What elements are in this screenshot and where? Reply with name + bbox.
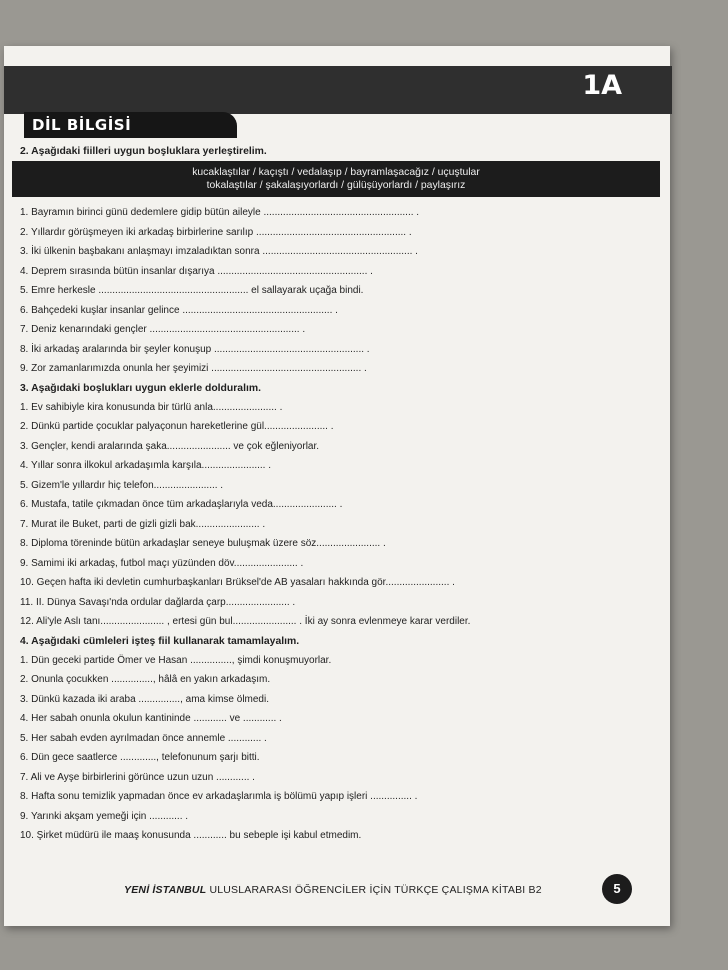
exercise-3-list <box>20 398 652 632</box>
ex3-item: 1. Ev sahibiyle kira konusunda bir türlü anla....................... . <box>20 401 283 413</box>
ex3-item: 4. Yıllar sonra ilkokul arkadaşımla karşıla....................... . <box>20 460 272 471</box>
workbook-page <box>4 46 670 926</box>
page-number: 5 <box>602 874 632 904</box>
ex4-item: 9. Yarınki akşam yemeği için ............ . <box>20 810 189 822</box>
ex4-item: 7. Ali ve Ayşe birbirlerini görünce uzun uzun ............ . <box>20 771 255 783</box>
word-bank-line-2: tokalaştılar / şakalaşıyorlardı / gülüşüyorlardı / paylaşırız <box>206 180 466 191</box>
ex3-item: 10. Geçen hafta iki devletin cumhurbaşkanları Brüksel'de AB yasaları hakkında gör....................... . <box>20 577 455 588</box>
footer <box>124 884 542 896</box>
exercise-3-instruction: 3. Aşağıdaki boşlukları uygun eklerle dolduralım. <box>20 382 261 394</box>
section-title: DİL BİLGİSİ <box>24 112 237 138</box>
exercise-2-instruction: 2. Aşağıdaki fiilleri uygun boşluklara yerleştirelim. <box>20 146 267 157</box>
ex2-item: 4. Deprem sırasında bütün insanlar dışarıya ...................................................... . <box>20 265 373 277</box>
ex2-item: 3. İki ülkenin başbakanı anlaşmayı imzaladıktan sonra ...................................................... . <box>20 246 418 257</box>
ex3-item: 3. Gençler, kendi aralarında şaka....................... ve çok eğleniyorlar. <box>20 440 320 452</box>
footer-brand: YENİ İSTANBUL <box>124 884 207 896</box>
word-bank-line-1: kucaklaştılar / kaçıştı / vedalaşıp / bayramlaşacağız / uçuştular <box>192 167 480 178</box>
ex4-item: 10. Şirket müdürü ile maaş konusunda ............ bu sebeple işi kabul etmedim. <box>20 830 362 841</box>
word-bank <box>12 161 660 197</box>
ex3-item: 11. II. Dünya Savaşı'nda ordular dağlarda çarp....................... . <box>20 596 296 608</box>
header-band <box>4 66 672 114</box>
ex4-item: 5. Her sabah evden ayrılmadan önce annemle ............ . <box>20 732 267 744</box>
ex4-item: 8. Hafta sonu temizlik yapmadan önce ev arkadaşlarımla iş bölümü yapıp işleri ............... . <box>20 791 418 802</box>
ex4-item: 3. Dünkü kazada iki araba ..............., ama kimse ölmedi. <box>20 693 269 705</box>
ex3-item: 12. Ali'yle Aslı tanı....................... , ertesi gün bul....................... . İki ay sonra evlenmeye karar verdiler. <box>20 616 471 627</box>
ex3-item: 2. Dünkü partide çocuklar palyaçonun hareketlerine gül....................... . <box>20 421 334 432</box>
exercise-2-list <box>20 203 652 379</box>
ex3-item: 5. Gizem'le yıllardır hiç telefon....................... . <box>20 479 224 491</box>
ex3-item: 7. Murat ile Buket, parti de gizli gizli bak....................... . <box>20 518 266 530</box>
ex2-item: 7. Deniz kenarındaki gençler ...................................................... . <box>20 324 306 335</box>
ex4-item: 4. Her sabah onunla okulun kantininde ............ ve ............ . <box>20 713 282 724</box>
ex2-item: 5. Emre herkesle ...................................................... el sallayarak uçağa bindi. <box>20 285 364 296</box>
exercise-content <box>20 142 652 846</box>
ex2-item: 2. Yıllardır görüşmeyen iki arkadaş birbirlerine sarılıp ...................................................... . <box>20 226 412 238</box>
ex4-item: 2. Onunla çocukken ..............., hâlâ en yakın arkadaşım. <box>20 674 271 685</box>
ex2-item: 1. Bayramın birinci günü dedemlere gidip bütün aileyle ...................................................... . <box>20 207 420 218</box>
ex3-item: 8. Diploma töreninde bütün arkadaşlar seneye buluşmak üzere söz....................... . <box>20 538 386 549</box>
ex3-item: 9. Samimi iki arkadaş, futbol maçı yüzünden döv....................... . <box>20 557 304 569</box>
ex2-item: 9. Zor zamanlarımızda onunla her şeyimizi ...................................................... . <box>20 363 367 374</box>
ex4-item: 1. Dün geceki partide Ömer ve Hasan ..............., şimdi konuşmuyorlar. <box>20 654 332 666</box>
exercise-4-list <box>20 651 652 846</box>
ex4-item: 6. Dün gece saatlerce ............., telefonunum şarjı bitti. <box>20 752 260 763</box>
ex3-item: 6. Mustafa, tatile çıkmadan önce tüm arkadaşlarıyla veda....................... . <box>20 499 343 510</box>
exercise-4-instruction: 4. Aşağıdaki cümleleri işteş fiil kullanarak tamamlayalım. <box>20 635 300 647</box>
ex2-item: 8. İki arkadaş aralarında bir şeyler konuşup ...................................................... . <box>20 343 370 355</box>
ex2-item: 6. Bahçedeki kuşlar insanlar gelince ...................................................... . <box>20 304 338 316</box>
footer-title: ULUSLARARASI ÖĞRENCİLER İÇİN TÜRKÇE ÇALIŞMA KİTABI B2 <box>209 884 542 896</box>
unit-label: 1A <box>582 70 622 101</box>
